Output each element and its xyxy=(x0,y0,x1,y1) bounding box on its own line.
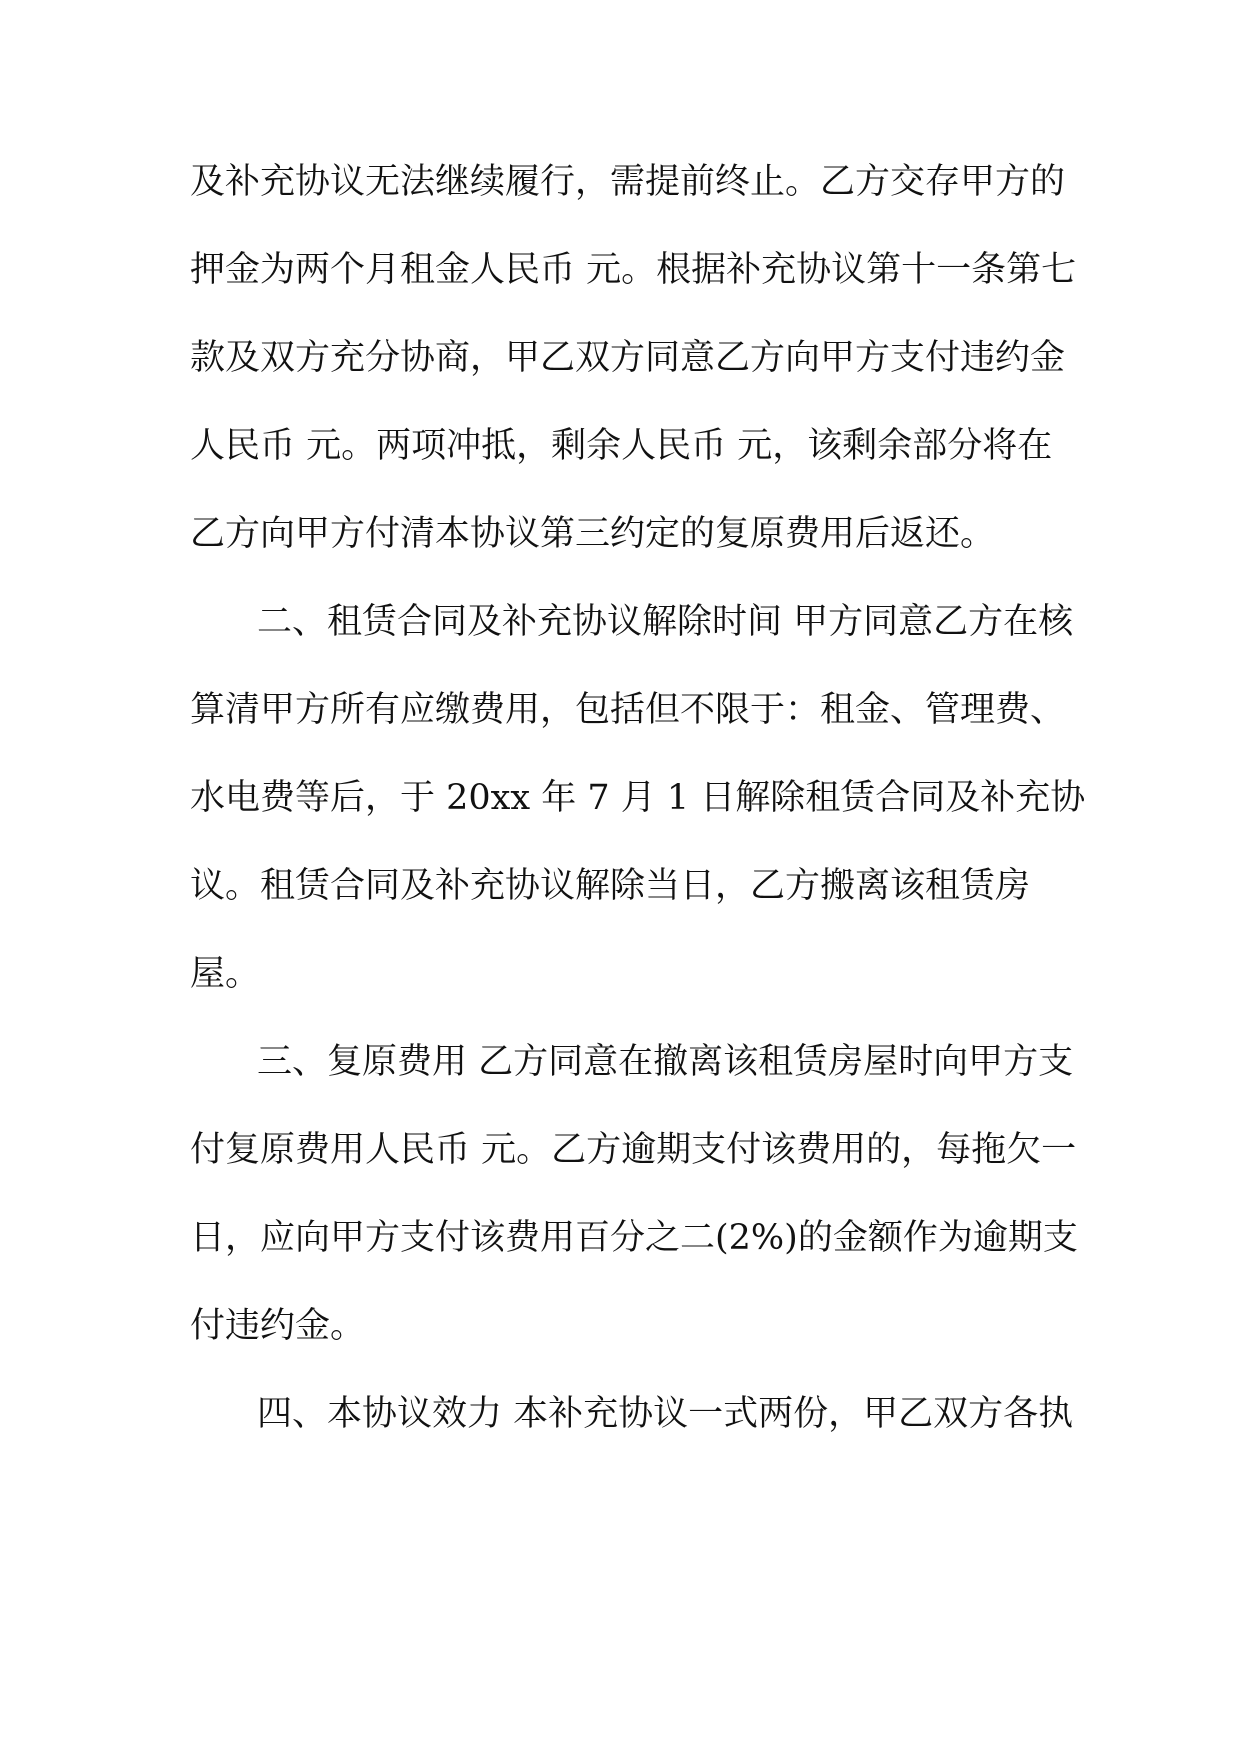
section-two-heading-line: 二、租赁合同及补充协议解除时间 甲方同意乙方在核 xyxy=(257,602,1074,642)
text-line-3: 款及双方充分协商，甲乙双方同意乙方向甲方支付违约金 xyxy=(190,338,1066,378)
text-line-13: 日，应向甲方支付该费用百分之二(2%)的金额作为逾期支 xyxy=(190,1218,1078,1258)
text-line-8: 水电费等后，于 20xx 年 7 月 1 日解除租赁合同及补充协 xyxy=(190,778,1086,818)
text-line-5: 乙方向甲方付清本协议第三约定的复原费用后返还。 xyxy=(190,514,996,554)
text-line-4: 人民币 元。两项冲抵，剩余人民币 元，该剩余部分将在 xyxy=(190,426,1053,466)
section-three-heading-line: 三、复原费用 乙方同意在撤离该租赁房屋时向甲方支 xyxy=(257,1042,1074,1082)
text-line-12: 付复原费用人民币 元。乙方逾期支付该费用的，每拖欠一 xyxy=(190,1130,1077,1170)
section-four-heading-line: 四、本协议效力 本补充协议一式两份，甲乙双方各执 xyxy=(257,1394,1074,1434)
text-line-7: 算清甲方所有应缴费用，包括但不限于：租金、管理费、 xyxy=(190,690,1066,730)
text-line-14: 付违约金。 xyxy=(190,1306,366,1346)
text-line-1: 及补充协议无法继续履行，需提前终止。乙方交存甲方的 xyxy=(190,162,1066,202)
text-line-10: 屋。 xyxy=(190,954,261,994)
text-line-9: 议。租赁合同及补充协议解除当日，乙方搬离该租赁房 xyxy=(190,866,1031,906)
text-line-2: 押金为两个月租金人民币 元。根据补充协议第十一条第七 xyxy=(190,250,1077,290)
